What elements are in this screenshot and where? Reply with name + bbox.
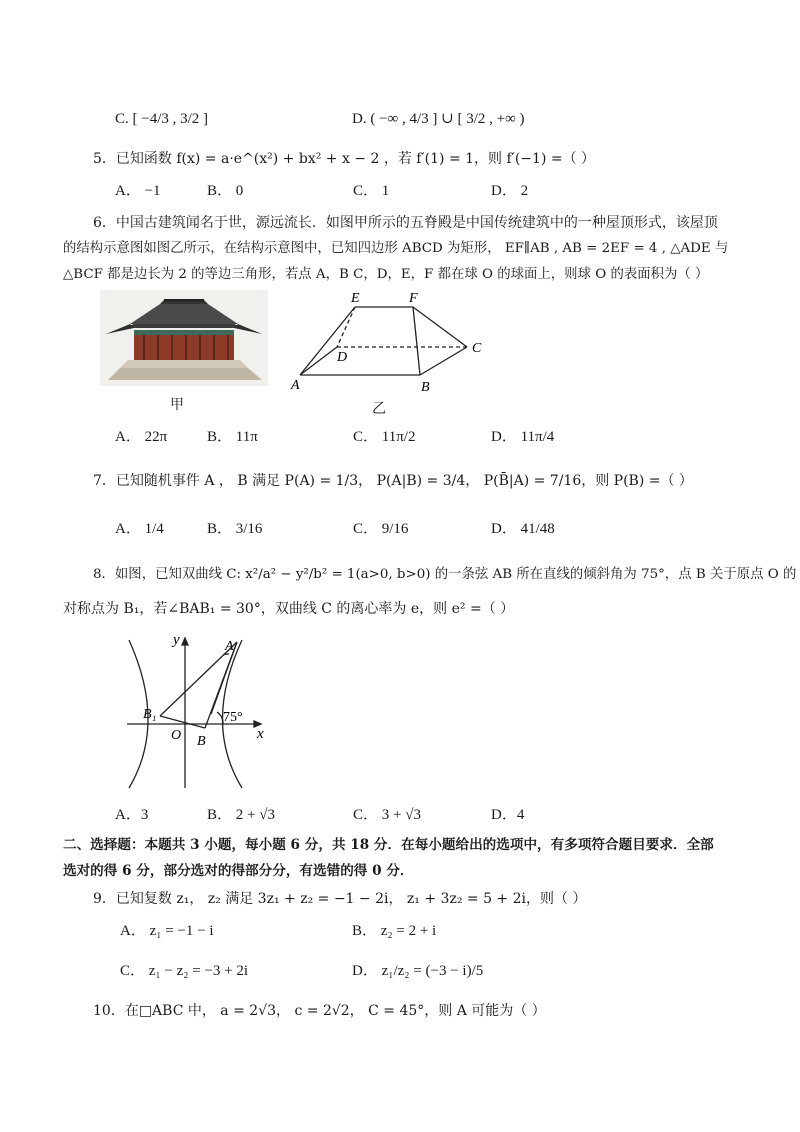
q8-option-d: D．4: [491, 807, 525, 823]
q6-option-c: C． 11π/2: [353, 429, 416, 445]
label-x-axis: x: [257, 726, 264, 742]
label-e: E: [351, 291, 360, 306]
section-2-header-line2: 选对的得 6 分，部分选对的得部分分，有选错的得 0 分．: [63, 863, 414, 879]
q8-option-b: B． 2 + √3: [207, 807, 275, 823]
hyperbola-diagram: [115, 628, 280, 796]
label-y-axis: y: [173, 632, 180, 648]
q6-stem-line1: 6．中国古建筑闻名于世，源远流长．如图甲所示的五脊殿是中国传统建筑中的一种屋顶形式，该屋顶: [93, 215, 718, 231]
label-f: F: [409, 291, 418, 306]
q5-option-b: B． 0: [207, 183, 244, 199]
label-point-b1: B₁: [143, 707, 157, 722]
roof-structure-diagram: [285, 285, 495, 400]
label-origin: O: [171, 728, 182, 743]
q10-stem: 10．在□ABC 中， a = 2√3， c = 2√2， C = 45°，则 A 可能为（ ）: [93, 1003, 546, 1019]
label-c: C: [472, 341, 482, 356]
q4-option-c: C. [ −4/3 , 3/2 ]: [115, 111, 209, 127]
q9-option-b: B． z₂ = 2 + i: [352, 923, 437, 939]
q5-option-c: C． 1: [353, 183, 390, 199]
label-point-a: A: [225, 639, 234, 654]
q9-option-c: C． z₁ − z₂ = −3 + 2i: [120, 963, 249, 979]
q4-option-d: D. ( −∞ , 4/3 ] ∪ [ 3/2 , +∞ ): [352, 111, 525, 127]
q6-option-d: D． 11π/4: [491, 429, 555, 445]
palace-picture: [100, 290, 268, 386]
q6-option-b: B． 11π: [207, 429, 258, 445]
q7-stem: 7．已知随机事件 A ， B 满足 P(A) = 1/3， P(A|B) = 3/4， P(B̄|A) = 7/16，则 P(B) =（ ）: [93, 473, 693, 489]
q5-stem: 5．已知函数 f(x) = a·e^(x²) + bx² + x − 2 ，若 f′(1) = 1，则 f′(−1) =（ ）: [93, 151, 596, 167]
q7-option-b: B． 3/16: [207, 521, 263, 537]
label-a: A: [291, 378, 300, 393]
label-b: B: [421, 380, 430, 395]
q8-stem-line2: 对称点为 B₁，若∠BAB₁ = 30°，双曲线 C 的离心率为 e，则 e² =（ ）: [63, 601, 515, 617]
figure-jia-caption: 甲: [170, 397, 184, 413]
q5-option-d: D． 2: [491, 183, 529, 199]
q7-option-a: A． 1/4: [115, 521, 164, 537]
q8-stem-line1: 8．如图，已知双曲线 C: x²/a² − y²/b² = 1(a>0, b>0) 的一条弦 AB 所在直线的倾斜角为 75°，点 B 关于原点 O 的: [93, 567, 797, 582]
q6-option-a: A． 22π: [115, 429, 168, 445]
q8-option-a: A．3: [115, 807, 149, 823]
q9-option-d: D． z₁/z₂ = (−3 − i)/5: [352, 963, 484, 979]
q5-option-a: A． −1: [115, 183, 161, 199]
figure-yi-caption: 乙: [372, 401, 386, 417]
q7-option-d: D． 41/48: [491, 521, 555, 537]
q7-option-c: C． 9/16: [353, 521, 409, 537]
q8-option-c: C． 3 + √3: [353, 807, 421, 823]
q9-option-a: A． z₁ = −1 − i: [120, 923, 214, 939]
section-2-header-line1: 二、选择题：本题共 3 小题，每小题 6 分，共 18 分．在每小题给出的选项中，有多项符合题目要求．全部: [63, 837, 714, 853]
label-angle-75: 75°: [223, 710, 243, 725]
q9-stem: 9．已知复数 z₁， z₂ 满足 3z₁ + z₂ = −1 − 2i， z₁ + 3z₂ = 5 + 2i，则（ ）: [93, 891, 587, 907]
q6-stem-line3: △BCF 都是边长为 2 的等边三角形，若点 A，B C，D，E，F 都在球 O 的球面上，则球 O 的表面积为（ ）: [63, 267, 709, 282]
label-d: D: [337, 350, 348, 365]
q6-stem-line2: 的结构示意图如图乙所示，在结构示意图中，已知四边形 ABCD 为矩形， EF∥AB , AB = 2EF = 4 , △ADE 与: [63, 241, 729, 256]
label-point-b: B: [197, 734, 206, 749]
